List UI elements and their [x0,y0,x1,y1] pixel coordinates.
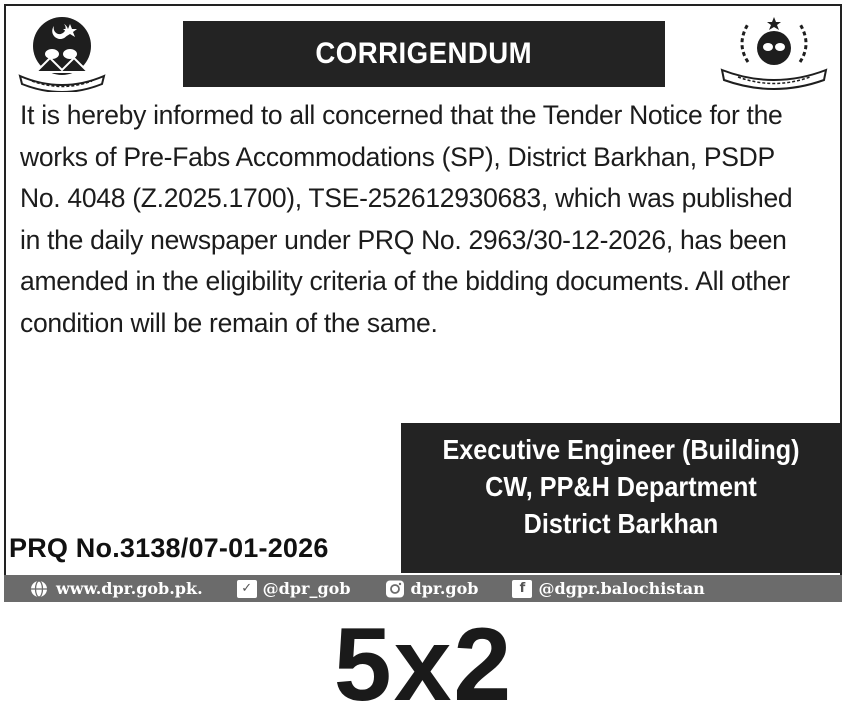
body-line: works of Pre-Fabs Accommodations (SP), District Barkhan, PSDP [20,141,775,172]
body-line: It is hereby informed to all concerned that the Tender Notice for the [20,100,783,130]
title-banner [183,21,665,87]
dgpr-emblem-icon [718,14,830,92]
globe-icon [28,580,50,598]
footer-facebook[interactable] [512,579,704,598]
signature-block [401,423,841,573]
instagram-icon [385,580,405,598]
notice-body [20,95,832,345]
balochistan-emblem-icon [14,14,110,92]
website-link[interactable]: www.dpr.gob.pk. [56,579,203,598]
ad-size-label: 5x2 [333,607,514,723]
body-line: in the daily newspaper under PRQ No. 2963/30-12-2026, has been [20,224,787,255]
signature-department: CW, PP&H Department [485,471,757,502]
facebook-handle[interactable]: @dgpr.balochistan [538,579,705,598]
page-title: CORRIGENDUM [315,37,533,70]
facebook-icon: f [512,580,532,598]
body-line: condition will be remain of the same. [20,307,438,338]
twitter-handle[interactable]: @dpr_gob [262,579,351,598]
signature-district: District Barkhan [523,508,719,539]
footer-bar [4,575,842,602]
signature-designation: Executive Engineer (Building) [442,434,800,465]
body-line: amended in the eligibility criteria of the bidding documents. All other [20,266,790,297]
twitter-icon: ✓ [237,580,257,598]
body-line: No. 4048 (Z.2025.1700), TSE-252612930683, which was published [20,183,793,214]
instagram-handle[interactable]: dpr.gob [410,579,479,598]
footer-website[interactable] [28,579,203,598]
footer-instagram[interactable] [385,579,479,598]
footer-twitter[interactable] [237,579,351,598]
prq-number: PRQ No.3138/07-01-2026 [9,533,329,563]
